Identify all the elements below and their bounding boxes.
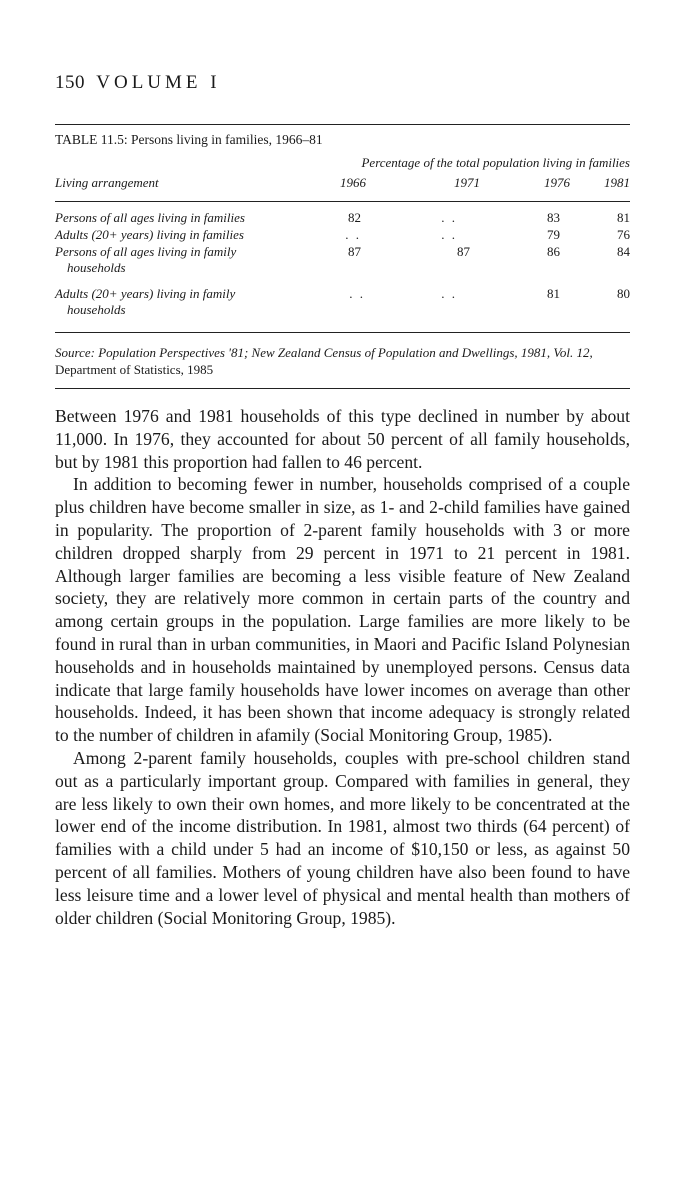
volume-label: VOLUME I (96, 72, 221, 93)
table-row-label: Persons of all ages living in families (55, 210, 245, 225)
paragraph: Between 1976 and 1981 households of this type declined in number by about 11,000. In 1976, they accounted for about 50 percent of all family households, but by 1981 this proportion had fallen to 46 percent. (55, 406, 630, 472)
body-text (55, 405, 630, 929)
table-cell: . . (441, 227, 457, 242)
year-header-1976: 1976 (544, 175, 570, 190)
paragraph: In addition to becoming fewer in number, households comprised of a couple plus children have become smaller in size, as 1- and 2-child families have gained in popularity. The proportion of 2-parent family households with 3 or more children dropped sharply from 29 percent in 1971 to 21 percent in 1981. Although larger families are becoming a less visible feature of New Zealand society, they are relatively more common in certain parts of the country and among certain groups in the population. Large families are more likely to be found in rural than in urban communities, in Maori and Pacific Island Polynesian households and in households maintained by unemployed persons. Census data indicate that large family households have lower incomes on average than other households. Indeed, it has been shown that income adequacy is strongly related to the number of children in afamily (Social Monitoring Group, 1985). (55, 474, 630, 746)
table-cell: . . (441, 286, 457, 301)
table-cell: 87 (457, 244, 470, 259)
table-cell: 80 (617, 286, 630, 301)
stub-heading: Living arrangement (55, 175, 159, 190)
table-source-note: Source: Population Perspectives '81; New Zealand Census of Population and Dwellings, 1981, Vol. 12, Department of Statistics, 1985 (55, 345, 593, 377)
table-row-label: Adults (20+ years) living in families (55, 227, 244, 242)
table-top-rule (55, 124, 630, 125)
table-row-label: Persons of all ages living in family households (55, 244, 237, 275)
header-rule (55, 201, 630, 202)
table-cell: 76 (617, 227, 630, 242)
table-cell: 83 (547, 210, 560, 225)
table-cell: 87 (348, 244, 361, 259)
source-rule (55, 332, 630, 333)
table-cell: . . (441, 210, 457, 225)
table-cell: 82 (348, 210, 361, 225)
table-cell: 79 (547, 227, 560, 242)
year-header-1981: 1981 (604, 175, 630, 190)
column-group-heading: Percentage of the total population living in families (361, 155, 630, 170)
year-header-1966: 1966 (340, 175, 366, 190)
table-cell: 81 (547, 286, 560, 301)
table-title: TABLE 11.5: Persons living in families, 1966–81 (55, 132, 323, 147)
paragraph: Among 2-parent family households, couples with pre-school children stand out as a particularly important group. Compared with families in general, they are less likely to own their own homes, and more likely to be concentrated at the lower end of the income distribution. In 1981, almost two thirds (64 percent) of families with a child under 5 had an income of $10,150 or less, as against 50 percent of all families. Mothers of young children have also been found to have less leisure time and a lower level of physical and mental health than mothers of older children (Social Monitoring Group, 1985). (55, 747, 630, 928)
page-number: 150 (55, 72, 85, 93)
table-cell: 84 (617, 244, 630, 259)
table-bottom-rule (55, 388, 630, 389)
table-row-label: Adults (20+ years) living in family households (55, 286, 236, 317)
table-cell: . . (349, 286, 365, 301)
running-head (55, 72, 221, 94)
table-cell: 86 (547, 244, 560, 259)
year-header-1971: 1971 (454, 175, 480, 190)
table-cell: . . (345, 227, 361, 242)
table-cell: 81 (617, 210, 630, 225)
